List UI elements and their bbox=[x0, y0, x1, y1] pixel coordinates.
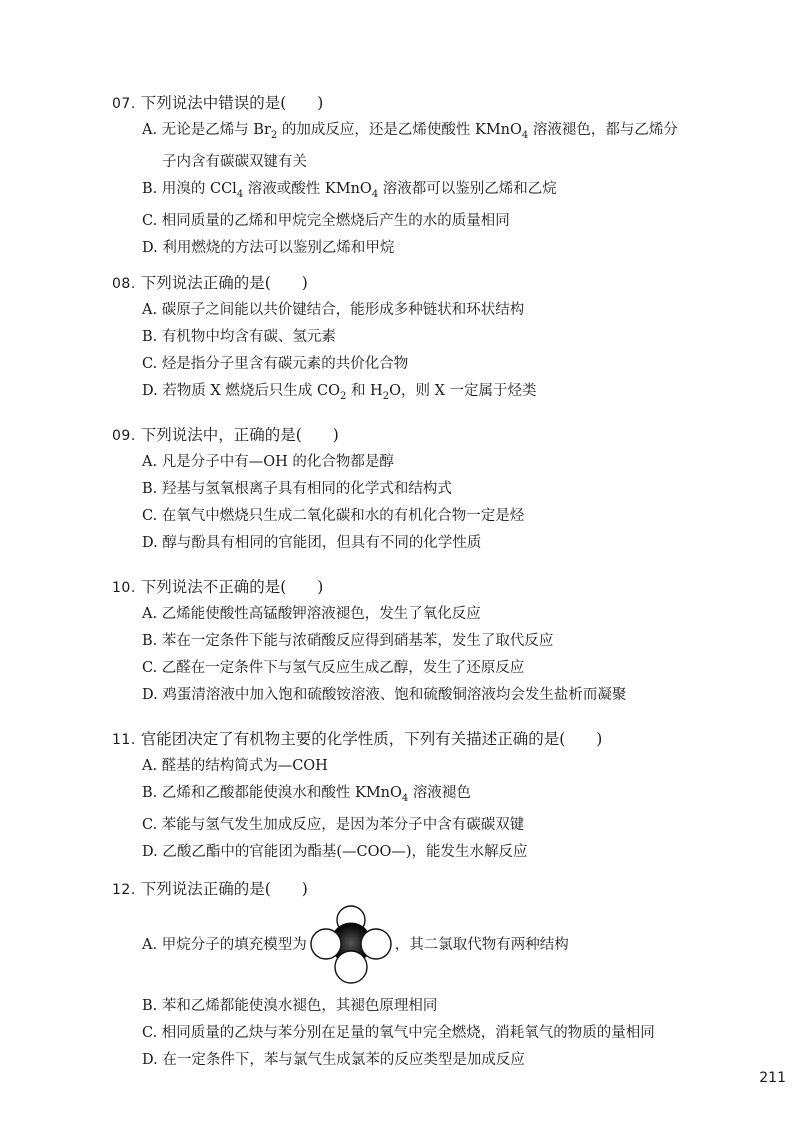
option-b: B. 苯在一定条件下能与浓硝酸反应得到硝基苯，发生了取代反应 bbox=[142, 633, 554, 649]
question-stem: 下列说法中错误的是( ) bbox=[140, 94, 324, 112]
option-d: D. 利用燃烧的方法可以鉴别乙烯和甲烷 bbox=[142, 239, 395, 256]
option-c: C. 烃是指分子里含有碳元素的共价化合物 bbox=[142, 356, 409, 372]
option-d: D. 醇与酚具有相同的官能团，但具有不同的化学性质 bbox=[142, 535, 482, 551]
question-number: 08. bbox=[112, 276, 136, 292]
option-b: B. 有机物中均含有碳、氢元素 bbox=[142, 329, 336, 345]
question-10 bbox=[112, 574, 772, 709]
question-07 bbox=[112, 90, 772, 262]
option-b: B. 苯和乙烯都能使溴水褪色，其褪色原理相同 bbox=[142, 998, 438, 1014]
page-number: 211 bbox=[759, 1070, 786, 1086]
option-d: D. 若物质 X 燃烧后只生成 $CO_2$ 和 $H_2O$，则 X 一定属于烃类 bbox=[142, 383, 537, 402]
option-a: A. 碳原子之间能以共价键结合，能形成多种链状和环状结构 bbox=[142, 302, 525, 318]
option-a: A. 甲烷分子的填充模型为 ，其二氯取代物有两种结构 bbox=[142, 905, 772, 985]
question-stem: 下列说法正确的是( ) bbox=[140, 880, 308, 898]
option-c: C. 相同质量的乙烯和甲烷完全燃烧后产生的水的质量相同 bbox=[142, 212, 510, 229]
question-stem: 下列说法正确的是( ) bbox=[140, 274, 308, 292]
option-c: C. 苯能与氢气发生加成反应，是因为苯分子中含有碳碳双键 bbox=[142, 816, 525, 833]
question-stem: 下列说法中，正确的是( ) bbox=[140, 426, 339, 444]
option-b: B. 乙烯和乙酸都能使溴水和酸性 KMnO$_4$ 溶液褪色 bbox=[142, 785, 471, 804]
question-number: 10. bbox=[112, 580, 136, 596]
question-11 bbox=[112, 726, 772, 866]
option-a: A. 凡是分子中有—OH 的化合物都是醇 bbox=[142, 454, 394, 470]
question-number: 12. bbox=[112, 882, 136, 898]
question-12 bbox=[112, 876, 772, 1074]
question-stem: 官能团决定了有机物主要的化学性质，下列有关描述正确的是( ) bbox=[140, 730, 603, 748]
question-number: 07. bbox=[112, 96, 136, 112]
option-d: D. 在一定条件下，苯与氯气生成氯苯的反应类型是加成反应 bbox=[142, 1052, 525, 1068]
question-09 bbox=[112, 422, 772, 557]
option-b: B. 用溴的 CCl$_4$ 溶液或酸性 KMnO$_4$ 溶液都可以鉴别乙烯和乙烷 bbox=[142, 180, 557, 200]
option-c: C. 乙醛在一定条件下与氢气反应生成乙醇，发生了还原反应 bbox=[142, 660, 525, 676]
option-c: C. 在氧气中燃烧只生成二氧化碳和水的有机化合物一定是烃 bbox=[142, 508, 525, 524]
question-08 bbox=[112, 270, 772, 410]
option-c: C. 相同质量的乙炔与苯分别在足量的氧气中完全燃烧，消耗氧气的物质的量相同 bbox=[142, 1025, 655, 1041]
question-number: 09. bbox=[112, 428, 136, 444]
question-stem: 下列说法不正确的是( ) bbox=[140, 578, 324, 596]
option-a: A. 乙烯能使酸性高锰酸钾溶液褪色，发生了氧化反应 bbox=[142, 606, 481, 622]
question-number: 11. bbox=[112, 732, 136, 748]
option-b: B. 羟基与氢氧根离子具有相同的化学式和结构式 bbox=[142, 481, 452, 497]
option-d: D. 乙酸乙酯中的官能团为酯基(—COO—)，能发生水解反应 bbox=[142, 843, 528, 860]
methane-space-filling-model-icon bbox=[309, 905, 393, 985]
option-a: A. 醛基的结构简式为—COH bbox=[142, 758, 328, 774]
option-a: A. 无论是乙烯与 $Br_2$ 的加成反应，还是乙烯使酸性 KMnO$_4$ 溶液褪色，都与乙烯分 子内含有碳碳双键有关 bbox=[142, 122, 678, 170]
option-d: D. 鸡蛋清溶液中加入饱和硫酸铵溶液、饱和硫酸铜溶液均会发生盐析而凝聚 bbox=[142, 687, 627, 703]
